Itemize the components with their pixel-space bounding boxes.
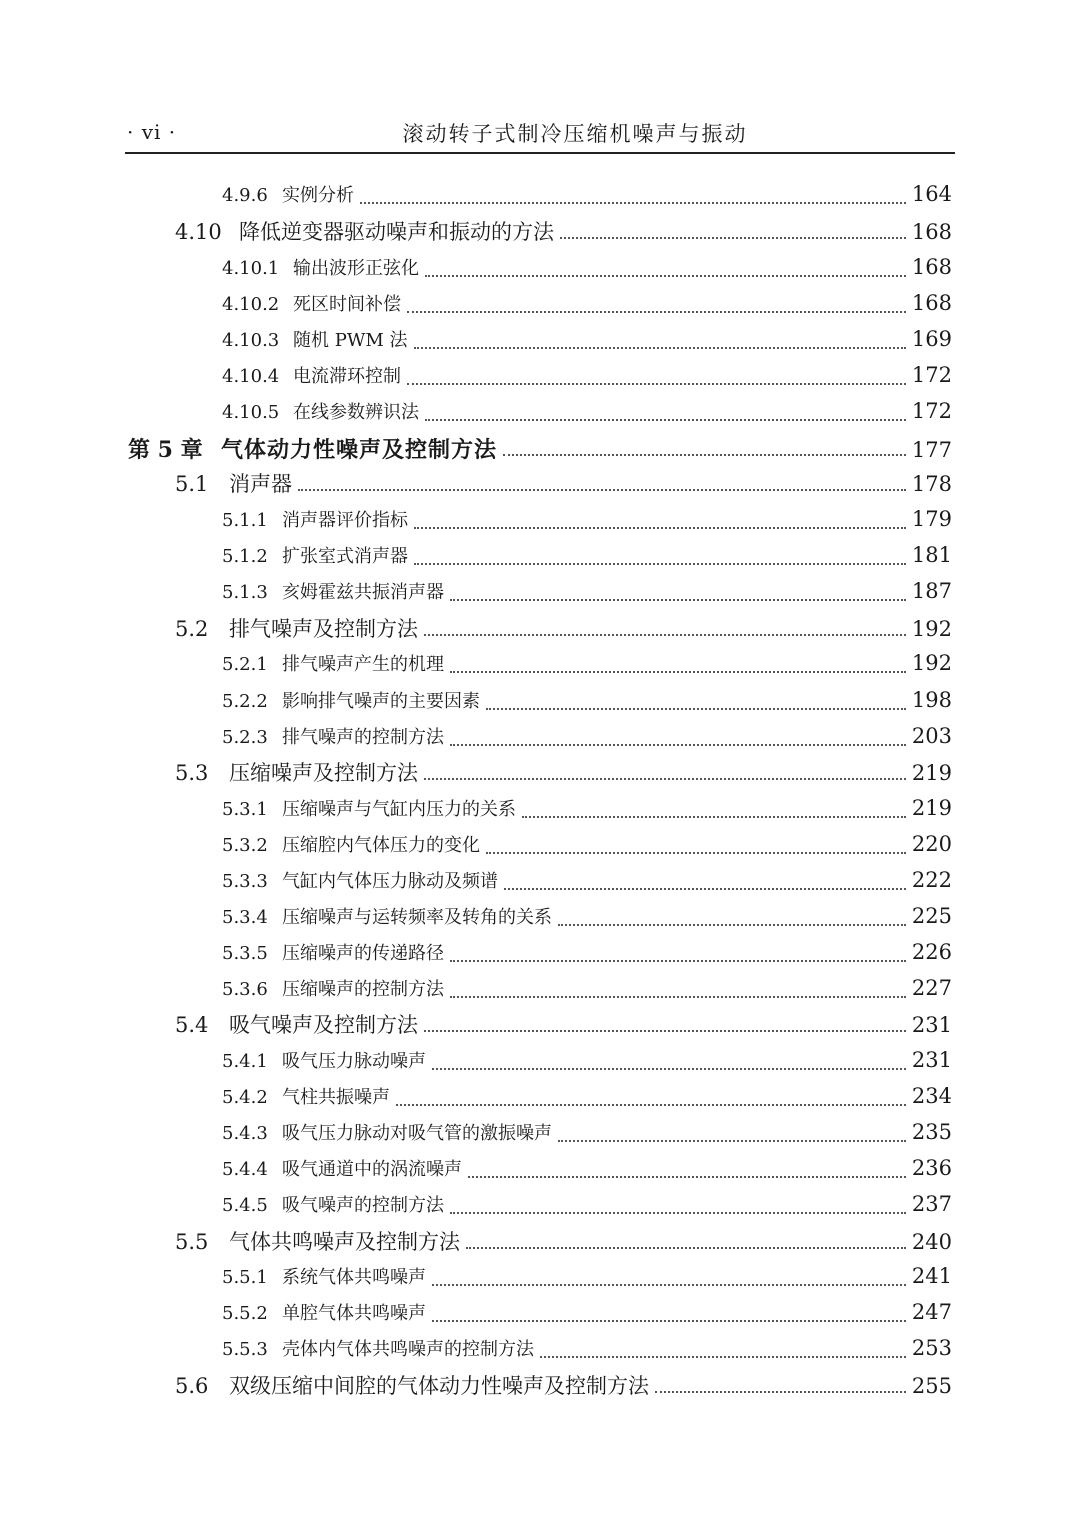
toc-entry-sub <box>222 290 952 322</box>
toc-entry-page: 203 <box>911 724 952 748</box>
toc-entry-number: 第 5 章 <box>128 437 203 463</box>
toc-entry-title: 消声器评价指标 <box>282 510 408 531</box>
toc-entry-section <box>175 1370 952 1402</box>
toc-entry-page: 168 <box>911 220 952 244</box>
toc-entry-page: 172 <box>911 363 952 387</box>
toc-entry-title: 影响排气噪声的主要因素 <box>282 691 480 712</box>
toc-entry-sub <box>222 1155 952 1187</box>
toc-entry-title: 亥姆霍兹共振消声器 <box>282 582 444 603</box>
toc-entry-page: 226 <box>911 940 952 964</box>
toc-entry-sub <box>222 1335 952 1367</box>
toc-entry-sub <box>222 650 952 682</box>
toc-entry-number: 4.10 <box>175 220 222 244</box>
toc-entry-title: 压缩噪声的控制方法 <box>282 979 444 1000</box>
dot-leader <box>486 708 906 710</box>
toc-entry-title: 电流滞环控制 <box>293 366 401 387</box>
toc-entry-title: 降低逆变器驱动噪声和振动的方法 <box>239 220 554 244</box>
toc-entry-title: 吸气压力脉动对吸气管的激振噪声 <box>282 1123 552 1144</box>
toc-entry-page: 222 <box>911 868 952 892</box>
toc-entry-page: 231 <box>911 1048 952 1072</box>
dot-leader <box>503 454 906 456</box>
toc-entry-title: 吸气噪声的控制方法 <box>282 1195 444 1216</box>
toc-entry-title: 压缩噪声与气缸内压力的关系 <box>282 799 516 820</box>
toc-entry-number: 4.9.6 <box>222 185 268 206</box>
toc-entry-title: 吸气压力脉动噪声 <box>282 1051 426 1072</box>
toc-entry-sub <box>222 578 952 610</box>
toc-entry-page: 169 <box>911 327 952 351</box>
dot-leader <box>424 778 906 780</box>
toc-entry-sub <box>222 1047 952 1079</box>
toc-entry-page: 178 <box>911 472 952 496</box>
dot-leader <box>396 1104 906 1106</box>
toc-entry-title: 气缸内气体压力脉动及频谱 <box>282 871 498 892</box>
dot-leader <box>486 852 906 854</box>
toc-entry-section <box>175 1009 952 1041</box>
toc-entry-page: 231 <box>911 1013 952 1037</box>
toc-entry-title: 压缩噪声与运转频率及转角的关系 <box>282 907 552 928</box>
dot-leader <box>432 1068 906 1070</box>
toc-entry-number: 5.4.4 <box>222 1159 268 1180</box>
toc-entry-page: 255 <box>911 1374 952 1398</box>
toc-entry-sub <box>222 506 952 538</box>
toc-entry-number: 5.2 <box>175 617 209 641</box>
dot-leader <box>558 924 906 926</box>
dot-leader <box>432 1284 906 1286</box>
dot-leader <box>558 1140 906 1142</box>
toc-entry-page: 220 <box>911 832 952 856</box>
toc-entry-title: 实例分析 <box>282 185 354 206</box>
dot-leader <box>450 599 906 601</box>
dot-leader <box>425 419 906 421</box>
toc-entry-number: 5.3.2 <box>222 835 268 856</box>
dot-leader <box>407 311 906 313</box>
toc-entry-number: 5.2.2 <box>222 691 268 712</box>
dot-leader <box>450 744 906 746</box>
book-title: 滚动转子式制冷压缩机噪声与振动 <box>402 122 748 146</box>
toc-entry-number: 5.5.2 <box>222 1303 268 1324</box>
toc-entry-section <box>175 757 952 789</box>
dot-leader <box>425 275 906 277</box>
toc-entry-title: 气柱共振噪声 <box>282 1087 390 1108</box>
toc-entry-page: 234 <box>911 1084 952 1108</box>
toc-entry-title: 吸气通道中的涡流噪声 <box>282 1159 462 1180</box>
toc-entry-page: 177 <box>911 438 952 462</box>
toc-entry-number: 5.3.5 <box>222 943 268 964</box>
toc-entry-title: 系统气体共鸣噪声 <box>282 1267 426 1288</box>
toc-entry-page: 253 <box>911 1336 952 1360</box>
dot-leader <box>424 1030 906 1032</box>
toc-entry-section <box>175 468 952 500</box>
toc-entry-number: 5.3.3 <box>222 871 268 892</box>
toc-entry-number: 5.4.3 <box>222 1123 268 1144</box>
toc-entry-title: 单腔气体共鸣噪声 <box>282 1303 426 1324</box>
toc-entry-page: 219 <box>911 761 952 785</box>
toc-entry-title: 死区时间补偿 <box>293 294 401 315</box>
dot-leader <box>407 383 906 385</box>
toc-entry-sub <box>222 1083 952 1115</box>
toc-entry-sub <box>222 254 952 286</box>
dot-leader <box>468 1176 906 1178</box>
dot-leader <box>655 1391 906 1393</box>
toc-entry-page: 237 <box>911 1192 952 1216</box>
dot-leader <box>450 960 906 962</box>
toc-entry-page: 247 <box>911 1300 952 1324</box>
toc-entry-number: 4.10.4 <box>222 366 280 387</box>
toc-entry-sub <box>222 903 952 935</box>
toc-entry-page: 164 <box>911 182 952 206</box>
dot-leader <box>298 489 906 491</box>
page-number-label: · vi · <box>127 120 177 144</box>
dot-leader <box>466 1247 906 1249</box>
toc-entry-sub <box>222 939 952 971</box>
toc-entry-title: 压缩噪声及控制方法 <box>229 761 418 785</box>
toc-entry-number: 5.5 <box>175 1230 209 1254</box>
toc-entry-page: 235 <box>911 1120 952 1144</box>
toc-entry-title: 扩张室式消声器 <box>282 546 408 567</box>
toc-entry-title: 消声器 <box>229 472 292 496</box>
toc-entry-title: 吸气噪声及控制方法 <box>229 1013 418 1037</box>
dot-leader <box>424 634 906 636</box>
toc-entry-section <box>175 216 952 248</box>
toc-entry-page: 219 <box>911 796 952 820</box>
toc-entry-sub <box>222 181 952 213</box>
toc-entry-number: 5.5.1 <box>222 1267 268 1288</box>
toc-entry-title: 气体动力性噪声及控制方法 <box>221 437 498 463</box>
toc-entry-title: 在线参数辨识法 <box>293 402 419 423</box>
dot-leader <box>450 996 906 998</box>
toc-entry-page: 241 <box>911 1264 952 1288</box>
toc-entry-section <box>175 1226 952 1258</box>
toc-entry-sub <box>222 326 952 358</box>
toc-entry-number: 4.10.5 <box>222 402 280 423</box>
dot-leader <box>450 671 906 673</box>
toc-entry-page: 172 <box>911 399 952 423</box>
toc-entry-page: 179 <box>911 507 952 531</box>
toc-entry-page: 192 <box>911 617 952 641</box>
toc-entry-page: 240 <box>911 1230 952 1254</box>
toc-entry-sub <box>222 398 952 430</box>
dot-leader <box>540 1356 906 1358</box>
toc-entry-sub <box>222 1119 952 1151</box>
toc-entry-title: 压缩腔内气体压力的变化 <box>282 835 480 856</box>
toc-entry-number: 5.1.1 <box>222 510 268 531</box>
toc-entry-sub <box>222 687 952 719</box>
toc-entry-sub <box>222 1299 952 1331</box>
toc-entry-title: 排气噪声的控制方法 <box>282 727 444 748</box>
running-header <box>125 118 955 152</box>
toc-entry-title: 压缩噪声的传递路径 <box>282 943 444 964</box>
toc-entry-page: 198 <box>911 688 952 712</box>
toc-entry-sub <box>222 362 952 394</box>
toc-entry-title: 气体共鸣噪声及控制方法 <box>229 1230 460 1254</box>
header-rule <box>125 152 955 154</box>
toc-entry-title: 双级压缩中间腔的气体动力性噪声及控制方法 <box>229 1374 649 1398</box>
toc-entry-number: 5.3.1 <box>222 799 268 820</box>
toc-entry-number: 5.2.1 <box>222 654 268 675</box>
toc-entry-section <box>175 613 952 645</box>
toc-entry-sub <box>222 1263 952 1295</box>
toc-entry-sub <box>222 795 952 827</box>
toc-entry-page: 181 <box>911 543 952 567</box>
dot-leader <box>414 527 906 529</box>
toc-entry-number: 5.2.3 <box>222 727 268 748</box>
toc-entry-title: 输出波形正弦化 <box>293 258 419 279</box>
toc-entry-number: 5.1 <box>175 472 209 496</box>
toc-entry-number: 5.6 <box>175 1374 209 1398</box>
dot-leader <box>450 1212 906 1214</box>
toc-entry-number: 5.3.6 <box>222 979 268 1000</box>
toc-entry-number: 4.10.2 <box>222 294 280 315</box>
toc-entry-sub <box>222 867 952 899</box>
dot-leader <box>560 237 906 239</box>
toc-entry-title: 排气噪声产生的机理 <box>282 654 444 675</box>
toc-entry-page: 168 <box>911 291 952 315</box>
toc-entry-chapter <box>128 433 952 465</box>
toc-entry-number: 5.4 <box>175 1013 209 1037</box>
toc-entry-number: 5.5.3 <box>222 1339 268 1360</box>
dot-leader <box>414 563 906 565</box>
toc-entry-number: 5.4.2 <box>222 1087 268 1108</box>
toc-entry-title: 排气噪声及控制方法 <box>229 617 418 641</box>
toc-entry-number: 5.4.5 <box>222 1195 268 1216</box>
toc-entry-sub <box>222 975 952 1007</box>
toc-entry-sub <box>222 723 952 755</box>
toc-entry-page: 168 <box>911 255 952 279</box>
toc-entry-number: 5.1.2 <box>222 546 268 567</box>
toc-entry-number: 5.4.1 <box>222 1051 268 1072</box>
toc-entry-sub <box>222 542 952 574</box>
dot-leader <box>432 1320 906 1322</box>
dot-leader <box>414 347 906 349</box>
toc-entry-number: 4.10.3 <box>222 330 280 351</box>
dot-leader <box>360 202 906 204</box>
toc-entry-page: 192 <box>911 651 952 675</box>
toc-entry-number: 5.3.4 <box>222 907 268 928</box>
toc-entry-title: 随机 PWM 法 <box>293 330 408 351</box>
toc-entry-page: 225 <box>911 904 952 928</box>
dot-leader <box>522 816 906 818</box>
dot-leader <box>504 888 906 890</box>
toc-entry-page: 227 <box>911 976 952 1000</box>
toc-entry-sub <box>222 1191 952 1223</box>
toc-entry-number: 5.1.3 <box>222 582 268 603</box>
toc-entry-number: 5.3 <box>175 761 209 785</box>
toc-entry-page: 236 <box>911 1156 952 1180</box>
toc-entry-number: 4.10.1 <box>222 258 280 279</box>
toc-entry-page: 187 <box>911 579 952 603</box>
toc-entry-title: 壳体内气体共鸣噪声的控制方法 <box>282 1339 534 1360</box>
toc-entry-sub <box>222 831 952 863</box>
